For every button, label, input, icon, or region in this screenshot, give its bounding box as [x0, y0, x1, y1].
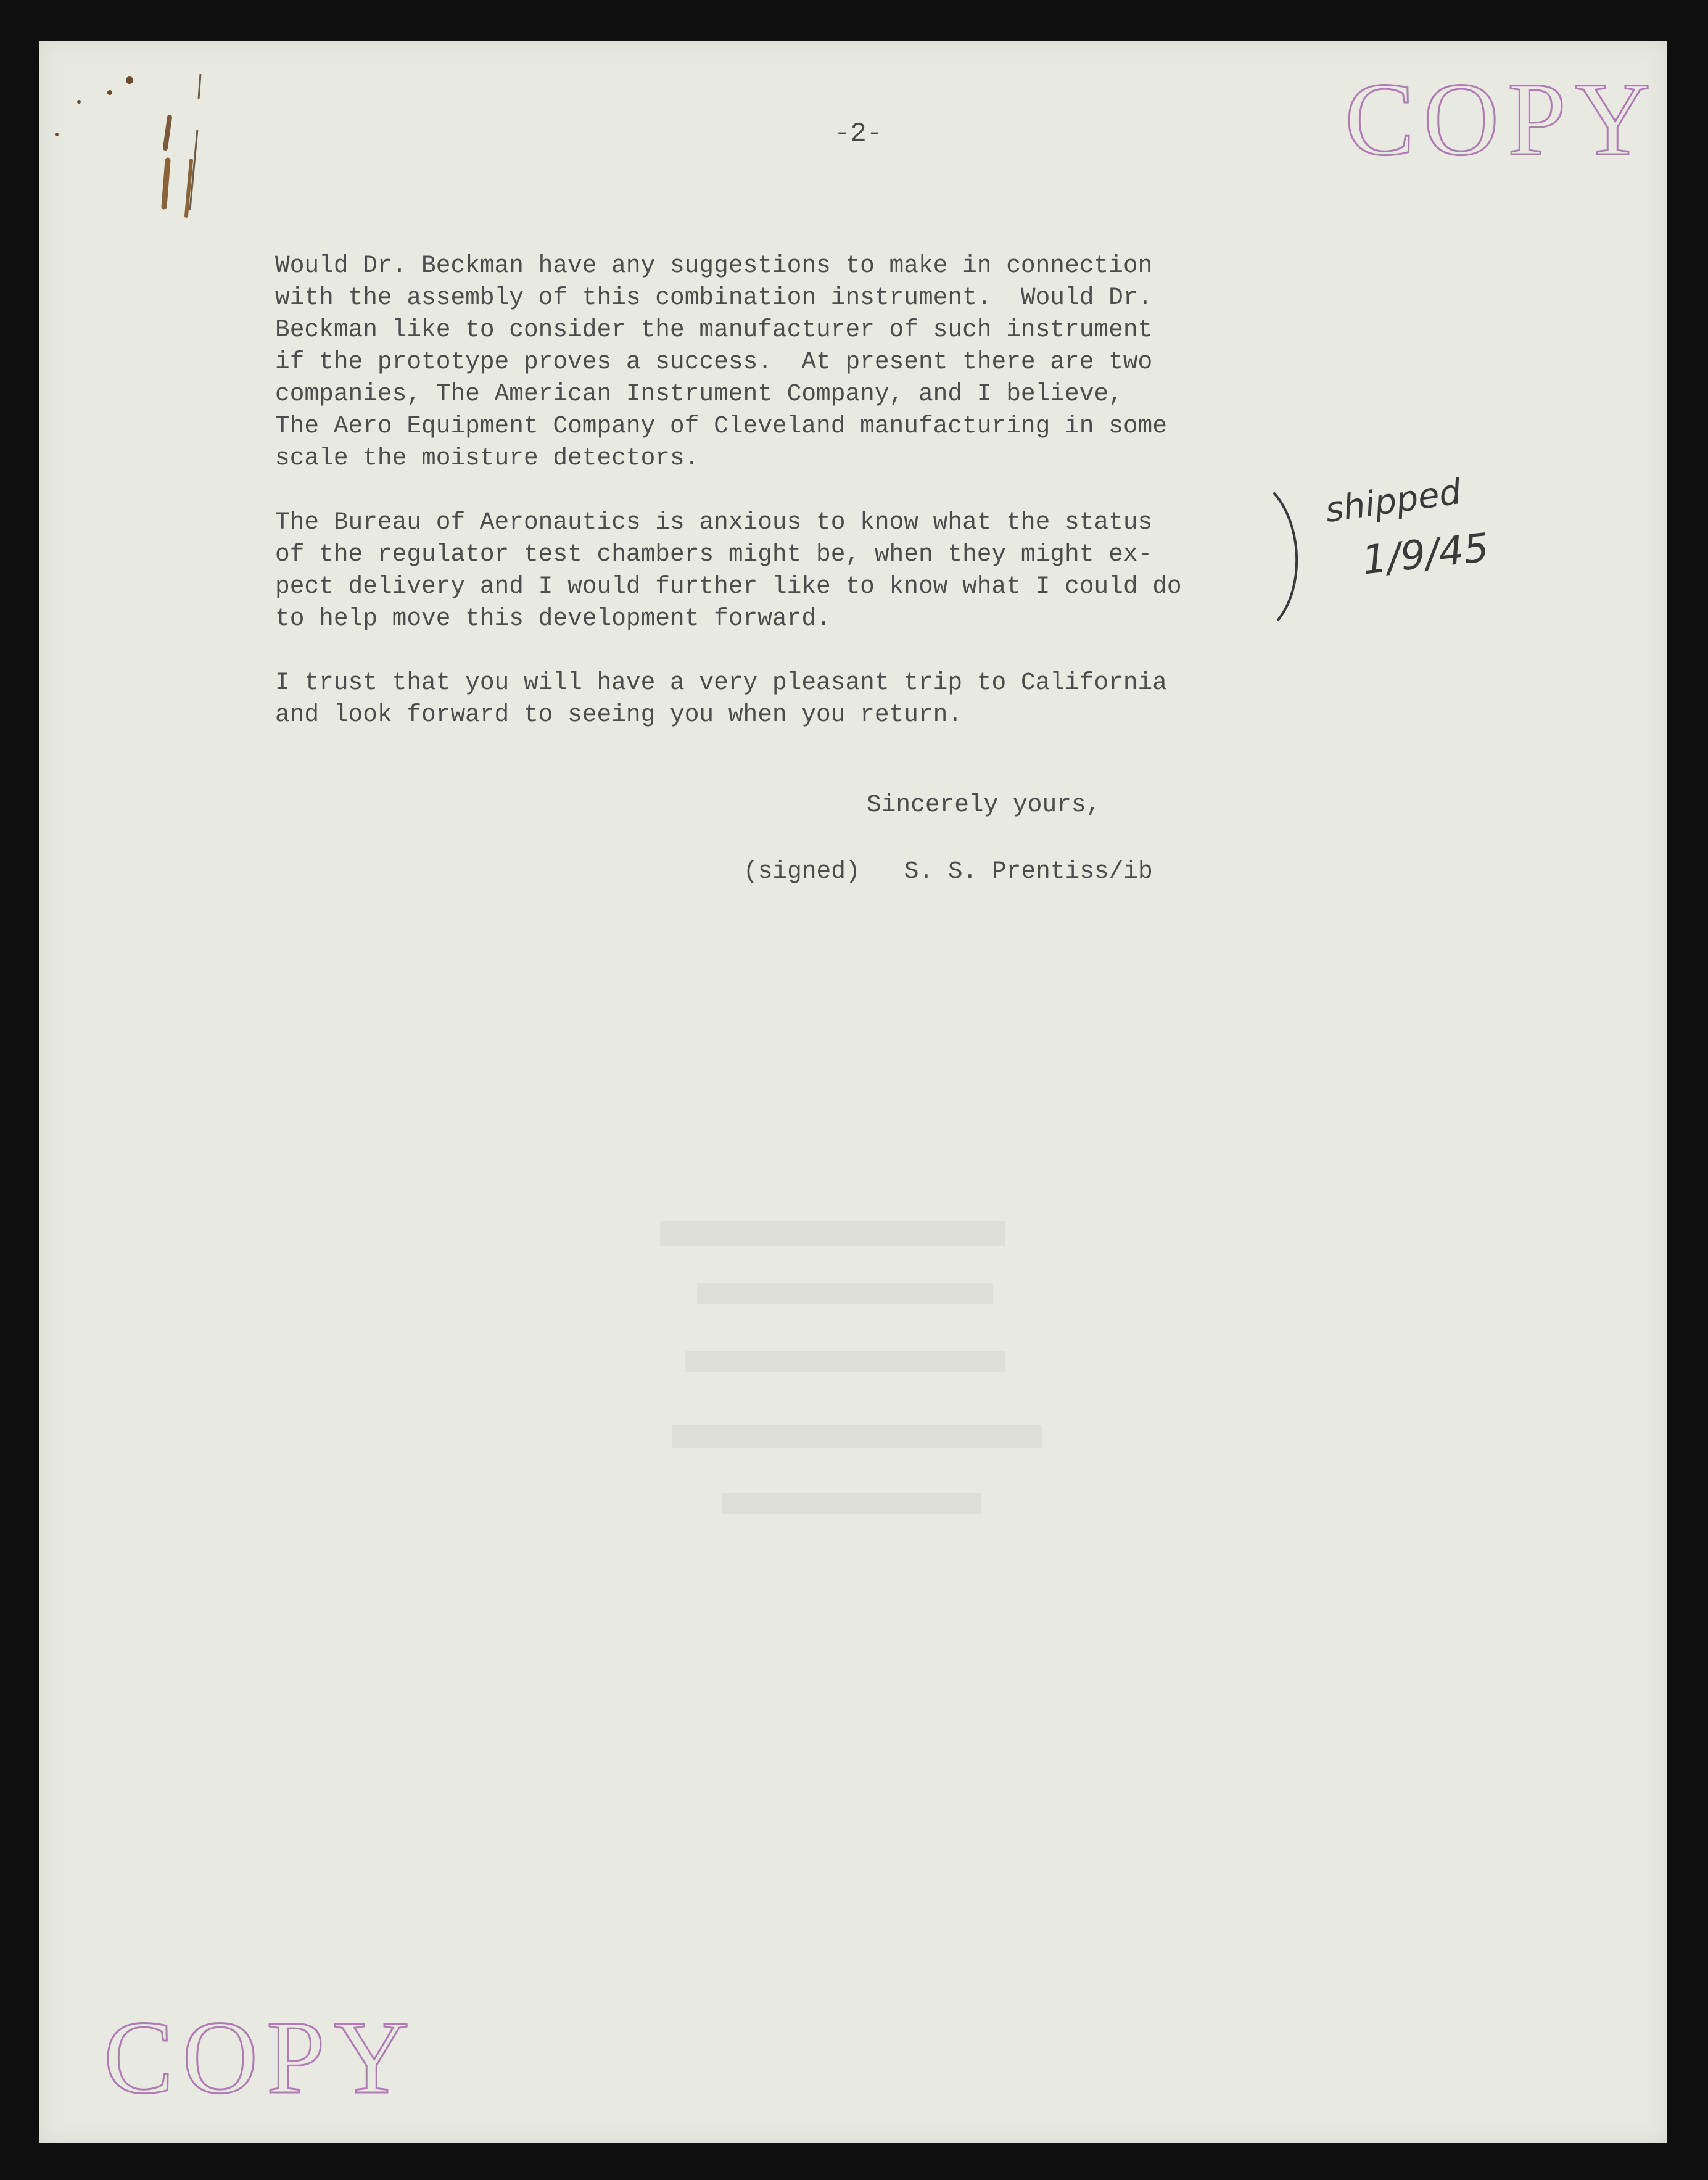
- handwritten-date: 1/9/45: [1359, 525, 1491, 584]
- closing-salutation: Sincerely yours,: [867, 791, 1101, 819]
- copy-stamp-bottom: COPY: [104, 1999, 418, 2115]
- handwritten-bracket: [1271, 481, 1320, 629]
- bleed-through-marks: [648, 1215, 1079, 1536]
- handwritten-shipped: shipped: [1322, 471, 1464, 531]
- paragraph-instrument-assembly: Would Dr. Beckman have any suggestions to make in connection with the assembly of this combination instrument. Would Dr. Beckman like to consider the manufacturer of such instrument if the prototype proves a success. At present there are two companies, The American Instrument Company, and I believe, The Aero Equipment Company of Cleveland manufacturing in some scale the moisture detectors.: [275, 252, 1167, 472]
- paragraph-california-trip: I trust that you will have a very pleasant trip to California and look forward to seeing you when you return.: [275, 669, 1167, 729]
- handwritten-annotation: [1271, 471, 1530, 629]
- letter-body: [275, 250, 1324, 763]
- paragraph-bureau-status: The Bureau of Aeronautics is anxious to know what the status of the regulator test chambers might be, when they might ex- pect delivery and I would further like to know what I could do to help move this development forward.: [275, 508, 1182, 632]
- signature-line: (signed) S. S. Prentiss/ib: [743, 857, 1153, 885]
- staple-marks: [43, 62, 247, 247]
- page-number: -2-: [834, 118, 883, 149]
- copy-stamp-top: COPY: [1345, 61, 1659, 177]
